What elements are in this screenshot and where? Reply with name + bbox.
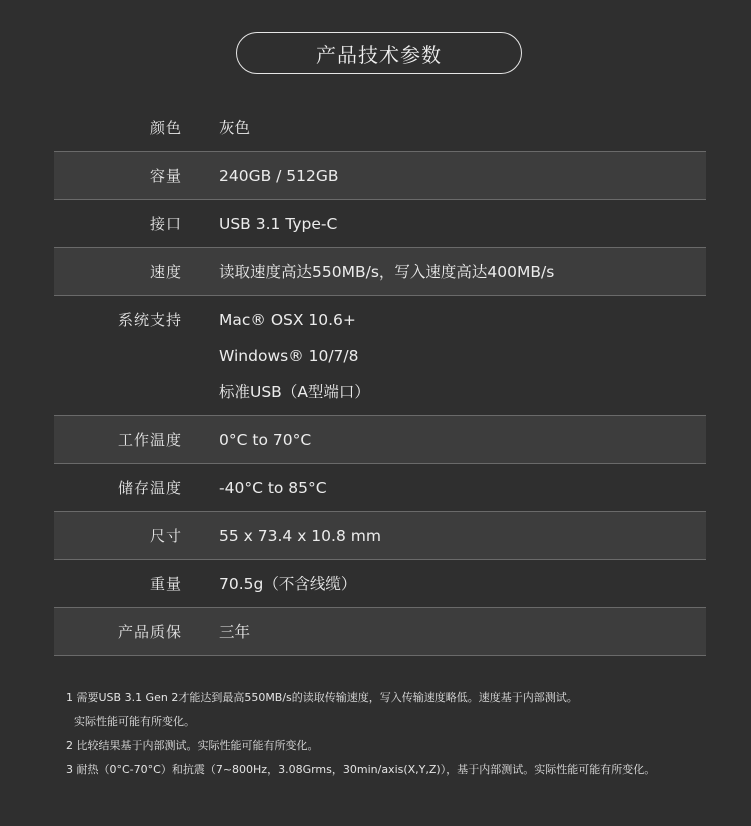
spec-row-capacity bbox=[54, 152, 706, 200]
spec-value bbox=[219, 416, 311, 452]
spec-row-os-support bbox=[54, 296, 706, 416]
spec-value-line: 55 x 73.4 x 10.8 mm bbox=[219, 527, 381, 545]
spec-row-interface bbox=[54, 200, 706, 248]
footnote-1: 1 需要USB 3.1 Gen 2才能达到最高550MB/s的读取传输速度，写入传输速度略低。速度基于内部测试。 bbox=[66, 691, 578, 704]
spec-label: 工作温度 bbox=[117, 431, 182, 449]
spec-value bbox=[219, 104, 250, 140]
spec-row-storage-temp bbox=[54, 464, 706, 512]
section-title: 产品技术参数 bbox=[236, 32, 522, 74]
spec-label: 容量 bbox=[149, 167, 182, 185]
spec-label: 尺寸 bbox=[149, 527, 182, 545]
spec-label: 储存温度 bbox=[117, 479, 182, 497]
spec-value-line: Mac® OSX 10.6+ bbox=[219, 311, 356, 329]
spec-value-line: 标准USB（A型端口） bbox=[219, 383, 370, 401]
spec-value-line: 灰色 bbox=[219, 119, 251, 137]
spec-value-line: 读取速度高达550MB/s，写入速度高达400MB/s bbox=[219, 263, 555, 281]
spec-label: 颜色 bbox=[149, 119, 182, 137]
spec-value bbox=[219, 152, 339, 188]
spec-label: 产品质保 bbox=[117, 623, 182, 641]
spec-value-line: 三年 bbox=[219, 623, 251, 641]
spec-value bbox=[219, 464, 327, 500]
spec-label: 接口 bbox=[149, 215, 182, 233]
spec-value-line: USB 3.1 Type-C bbox=[219, 215, 338, 233]
spec-row-speed bbox=[54, 248, 706, 296]
spec-row-dimensions bbox=[54, 512, 706, 560]
spec-label: 系统支持 bbox=[117, 311, 182, 329]
spec-value-line: 0°C to 70°C bbox=[219, 431, 312, 449]
spec-value-line: Windows® 10/7/8 bbox=[219, 347, 359, 365]
spec-label: 重量 bbox=[149, 575, 182, 593]
spec-value bbox=[219, 248, 554, 284]
spec-value bbox=[219, 296, 370, 404]
spec-value-line: 240GB / 512GB bbox=[219, 167, 339, 185]
spec-value bbox=[219, 560, 356, 596]
spec-value bbox=[219, 200, 337, 236]
spec-table bbox=[54, 104, 706, 656]
footnote-1-cont: 实际性能可能有所变化。 bbox=[74, 715, 195, 728]
spec-row-operating-temp bbox=[54, 416, 706, 464]
spec-row-weight bbox=[54, 560, 706, 608]
spec-value-line: 70.5g（不含线缆） bbox=[219, 575, 357, 593]
spec-value-line: -40°C to 85°C bbox=[219, 479, 327, 497]
spec-label: 速度 bbox=[149, 263, 182, 281]
spec-value bbox=[219, 608, 250, 644]
spec-row-color bbox=[54, 104, 706, 152]
footnote-3: 3 耐热（0°C-70°C）和抗震（7~800Hz，3.08Grms，30min/axis(X,Y,Z)），基于内部测试。实际性能可能有所变化。 bbox=[66, 763, 656, 776]
spec-value bbox=[219, 512, 381, 548]
footnotes bbox=[66, 686, 726, 782]
spec-row-warranty bbox=[54, 608, 706, 656]
footnote-2: 2 比较结果基于内部测试。实际性能可能有所变化。 bbox=[66, 739, 319, 752]
